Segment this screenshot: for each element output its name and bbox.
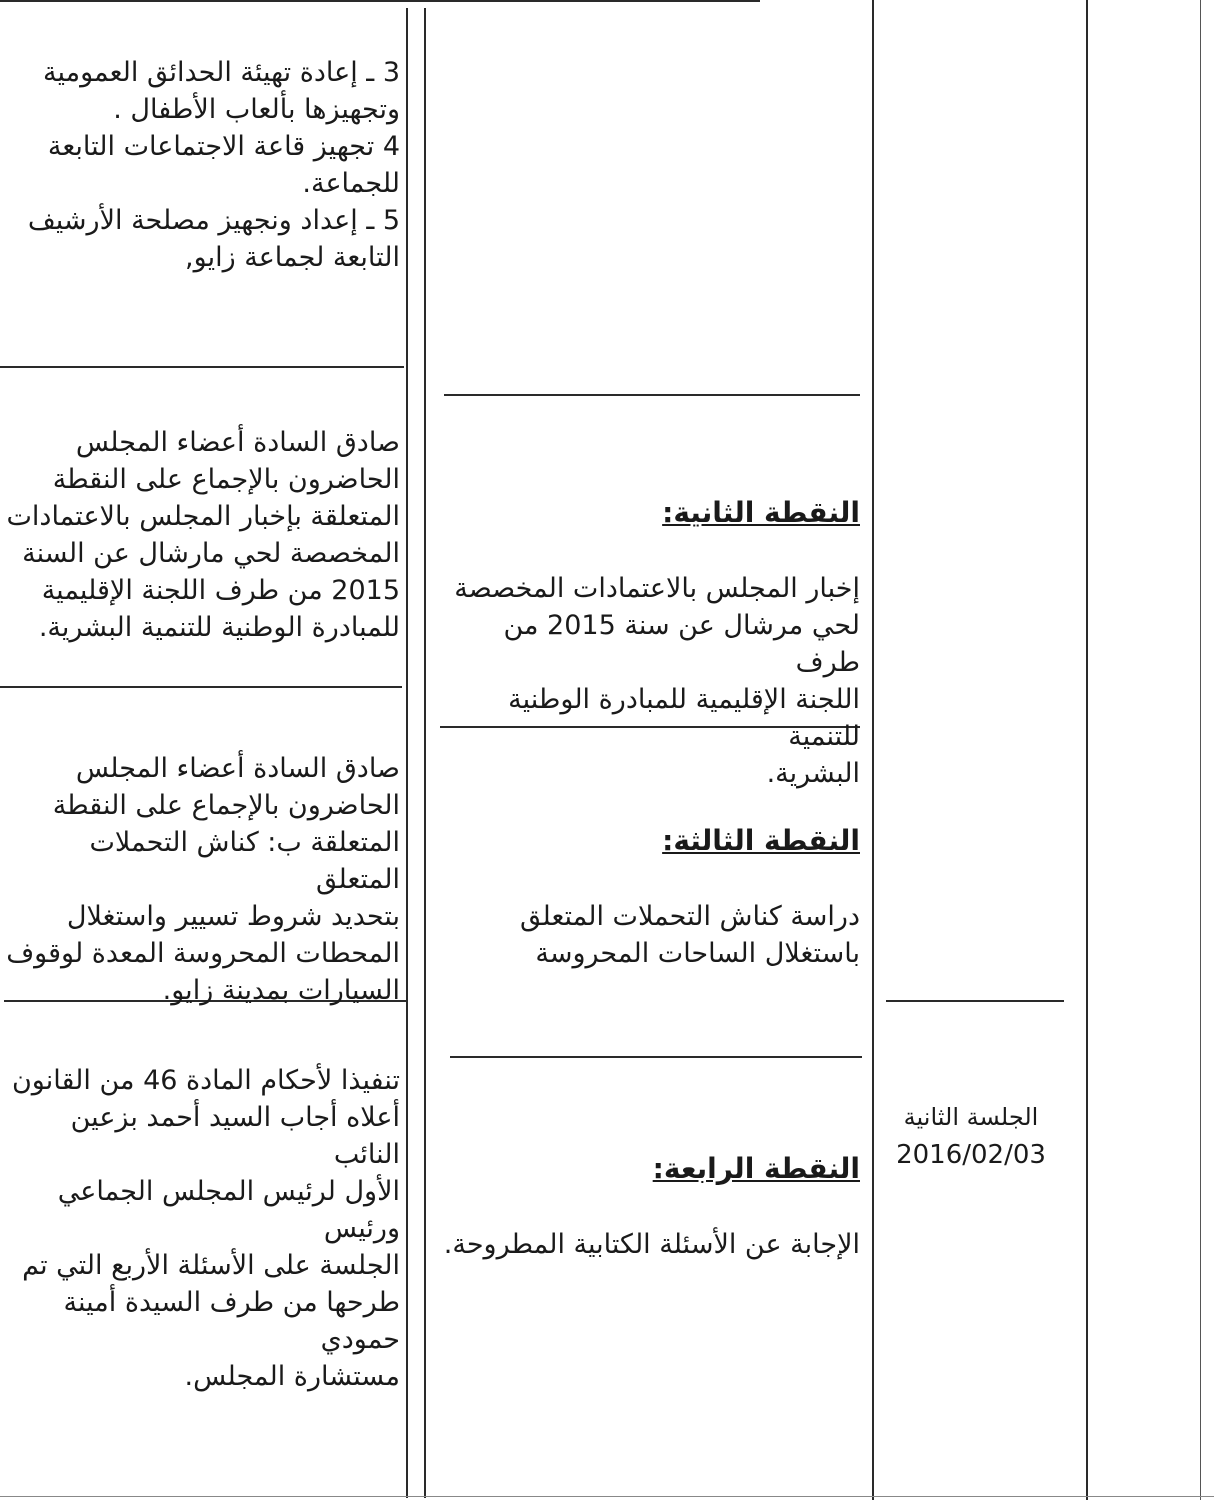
decision-text-section-4: تنفيذا لأحكام المادة 46 من القانون أعلاه أجاب السيد أحمد بزعين النائب الأول لرئيس المجلس الجماعي ورئيس الجلسة على الأسئلة الأربع التي تم طرحها من طرف السيدة أمينة حمودي مستشارة المجلس. bbox=[11, 1065, 400, 1392]
column-divider-decision bbox=[406, 8, 408, 1498]
point-block-section-4 bbox=[440, 1112, 860, 1300]
column-divider-session-right bbox=[1086, 0, 1088, 1500]
decision-text-section-1: 3 ـ إعادة تهيئة الحدائق العمومية وتجهيزها بألعاب الأطفال . 4 تجهيز قاعة الاجتماعات التابعة للجماعة. 5 ـ إعداد ونجهيز مصلحة الأرشيف التابعة لجماعة زايو, bbox=[27, 57, 400, 273]
session-label: الجلسة الثانية bbox=[903, 1103, 1039, 1131]
column-divider-point bbox=[424, 8, 426, 1498]
row-separator bbox=[0, 686, 402, 688]
point-text: إخبار المجلس بالاعتمادات المخصصة لحي مرشال عن سنة 2015 من طرف اللجنة الإقليمية للمبادرة الوطنية للتنمية البشرية. bbox=[454, 573, 860, 789]
table-top-border bbox=[0, 0, 760, 2]
row-separator bbox=[450, 1056, 862, 1058]
decision-text-section-3: صادق السادة أعضاء المجلس الحاضرون بالإجماع على النقطة المتعلقة ب: كناش التحملات المتعلق بتحديد شروط تسيير واستغلال المحطات المحروسة المعدة لوقوف السيارات بمدينة زايو. bbox=[6, 753, 400, 1006]
point-text: دراسة كناش التحملات المتعلق باستغلال الساحات المحروسة bbox=[519, 901, 860, 969]
column-divider-session-left bbox=[872, 0, 874, 1500]
session-cell bbox=[882, 1098, 1060, 1174]
row-separator bbox=[0, 366, 404, 368]
point-title: النقطة الثالثة: bbox=[662, 824, 860, 857]
session-date: 2016/02/03 bbox=[896, 1140, 1046, 1170]
point-block-section-2 bbox=[440, 456, 860, 829]
row-separator bbox=[444, 394, 860, 396]
decision-text-section-2: صادق السادة أعضاء المجلس الحاضرون بالإجماع على النقطة المتعلقة بإخبار المجلس بالاعتمادات المخصصة لحي مارشال عن السنة 2015 من طرف اللجنة الإقليمية للمبادرة الوطنية للتنمية البشرية. bbox=[6, 427, 400, 643]
point-block-section-3 bbox=[440, 784, 860, 1009]
table-bottom-border bbox=[0, 1496, 1214, 1497]
point-text: الإجابة عن الأسئلة الكتابية المطروحة. bbox=[443, 1229, 860, 1260]
point-title: النقطة الثانية: bbox=[662, 496, 860, 529]
point-title: النقطة الرابعة: bbox=[652, 1152, 860, 1185]
row-separator bbox=[886, 1000, 1064, 1002]
page-edge-line bbox=[1200, 0, 1201, 1500]
